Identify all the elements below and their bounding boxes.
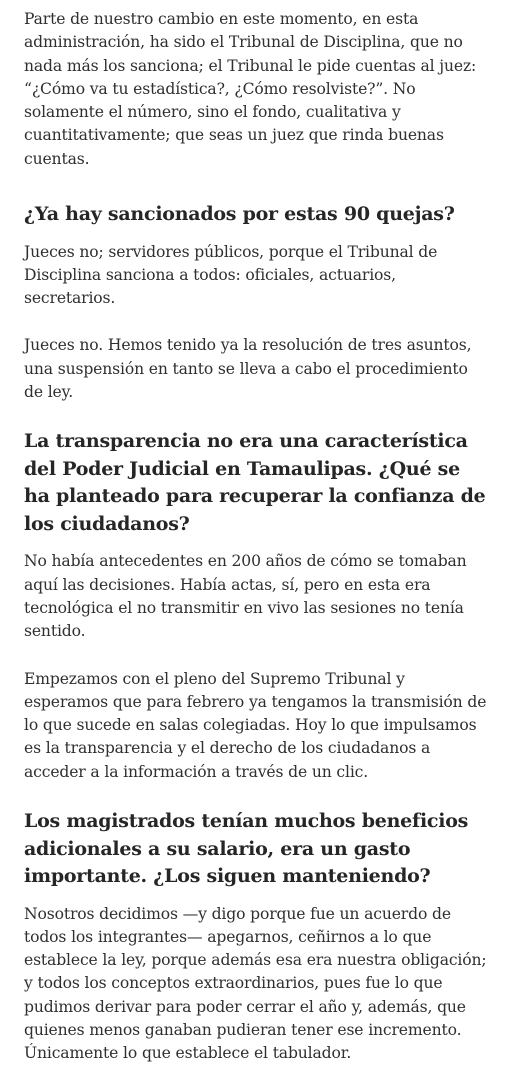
interview-question: Los magistrados tenían muchos beneficios adicionales a su salario, era un gasto importante. ¿Los siguen manteniendo? bbox=[24, 810, 469, 888]
answer-paragraph: Parte de nuestro cambio en este momento, en esta administración, ha sido el Tribunal de Disciplina, que no nada más los sanciona; el Tribunal le pide cuentas al juez: “¿Cómo va tu estadística?, ¿Cómo resolviste?”. No solamente el número, sino el fondo, cualitativa y cuantitativamente; que seas un juez que rinda buenas cuentas. bbox=[24, 10, 477, 168]
answer-paragraph: Empezamos con el pleno del Supremo Tribunal y esperamos que para febrero ya tengamos la transmisión de lo que sucede en salas colegiadas. Hoy lo que impulsamos es la transparencia y el derecho de los ciudadanos a acceder a la información a través de un clic. bbox=[24, 669, 487, 781]
answer-paragraph: Nosotros decidimos —y digo porque fue un acuerdo de todos los integrantes— apegarnos, ceñirnos a lo que establece la ley, porque además esa era nuestra obligación; y todos los conceptos extraordinarios, pues fue lo que pudimos derivar para poder cerrar el año y, además, que quienes menos ganaban pudieran tener ese incremento. Únicamente lo que establece el tabulador. bbox=[24, 904, 487, 1063]
interview-question: ¿Ya hay sancionados por estas 90 quejas? bbox=[24, 203, 455, 226]
interview-question: La transparencia no era una característica del Poder Judicial en Tamaulipas. ¿Qué se ha planteado para recuperar la confianza de los ciudadanos? bbox=[24, 430, 486, 535]
answer-paragraph: No había antecedentes en 200 años de cómo se tomaban aquí las decisiones. Había actas, sí, pero en esta era tecnológica el no transmitir en vivo las sesiones no tenía sentido. bbox=[24, 552, 467, 641]
answer-paragraph: Jueces no. Hemos tenido ya la resolución de tres asuntos, una suspensión en tanto se lleva a cabo el procedimiento de ley. bbox=[24, 336, 472, 402]
answer-paragraph: Jueces no; servidores públicos, porque el Tribunal de Disciplina sanciona a todos: oficiales, actuarios, secretarios. bbox=[24, 242, 438, 308]
